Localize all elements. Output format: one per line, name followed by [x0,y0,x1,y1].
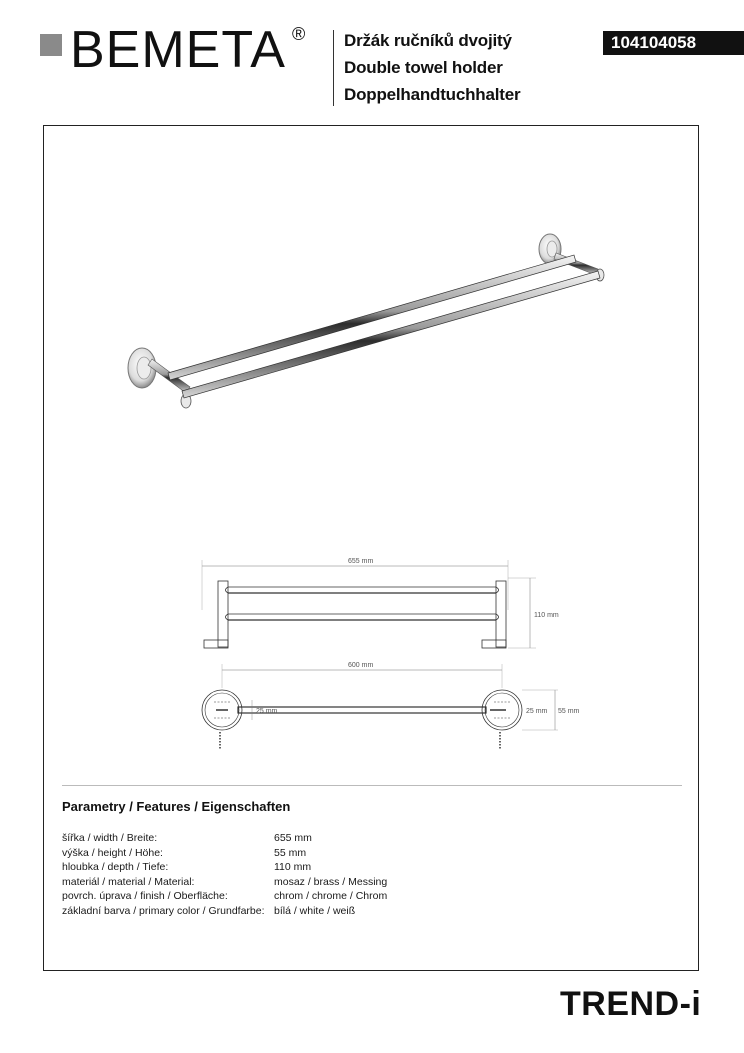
product-code-badge: 104104058 [603,31,744,55]
collection-name: TREND-i [560,985,702,1023]
title-german: Doppelhandtuchhalter [344,85,521,104]
features-table [62,831,387,919]
base-right-dimension-label: 25 mm [526,708,548,715]
registered-mark: ® [292,24,306,44]
feature-value: chrom / chrome / Chrom [274,890,388,903]
feature-row [62,860,387,875]
feature-row [62,846,387,861]
feature-label: povrch. úprava / finish / Oberfläche: [62,890,228,903]
feature-label: hloubka / depth / Tiefe: [62,861,169,874]
feature-value: 55 mm [274,846,307,859]
side-left-post [218,581,228,647]
technical-drawing [190,550,590,760]
product-photo [120,225,620,425]
feature-value: mosaz / brass / Messing [274,875,388,888]
feature-value: bílá / white / weiß [274,904,356,917]
feature-row [62,875,387,890]
brand-logo [40,20,330,80]
feature-row [62,904,387,919]
logo-square-mark [40,34,62,56]
feature-value: 655 mm [274,832,312,844]
brand-name: BEMETA [70,21,286,79]
depth-dimension-label: 55 mm [558,708,580,715]
side-right-post [496,581,506,647]
height-dimension-label: 110 mm [534,612,559,619]
feature-label: materiál / material / Material: [62,875,195,888]
header-divider [333,30,334,106]
features-divider [62,785,682,786]
title-czech: Držák ručníků dvojitý [344,31,512,50]
feature-label: základní barva / primary color / Grundfarbe: [62,904,265,917]
spacing-dimension-label: 600 mm [348,662,374,669]
title-english: Double towel holder [344,58,503,77]
feature-row [62,889,387,904]
feature-label: šířka / width / Breite: [62,832,158,844]
feature-row [62,831,387,846]
front-rod [182,271,600,398]
rear-rod [168,255,576,380]
feature-value: 110 mm [274,861,312,874]
features-heading: Parametry / Features / Eigenschaften [62,799,291,814]
feature-label: výška / height / Höhe: [62,846,163,859]
width-dimension-label: 655 mm [348,558,374,565]
base-inner-dimension-label: 25 mm [256,708,278,715]
product-titles [344,27,520,108]
